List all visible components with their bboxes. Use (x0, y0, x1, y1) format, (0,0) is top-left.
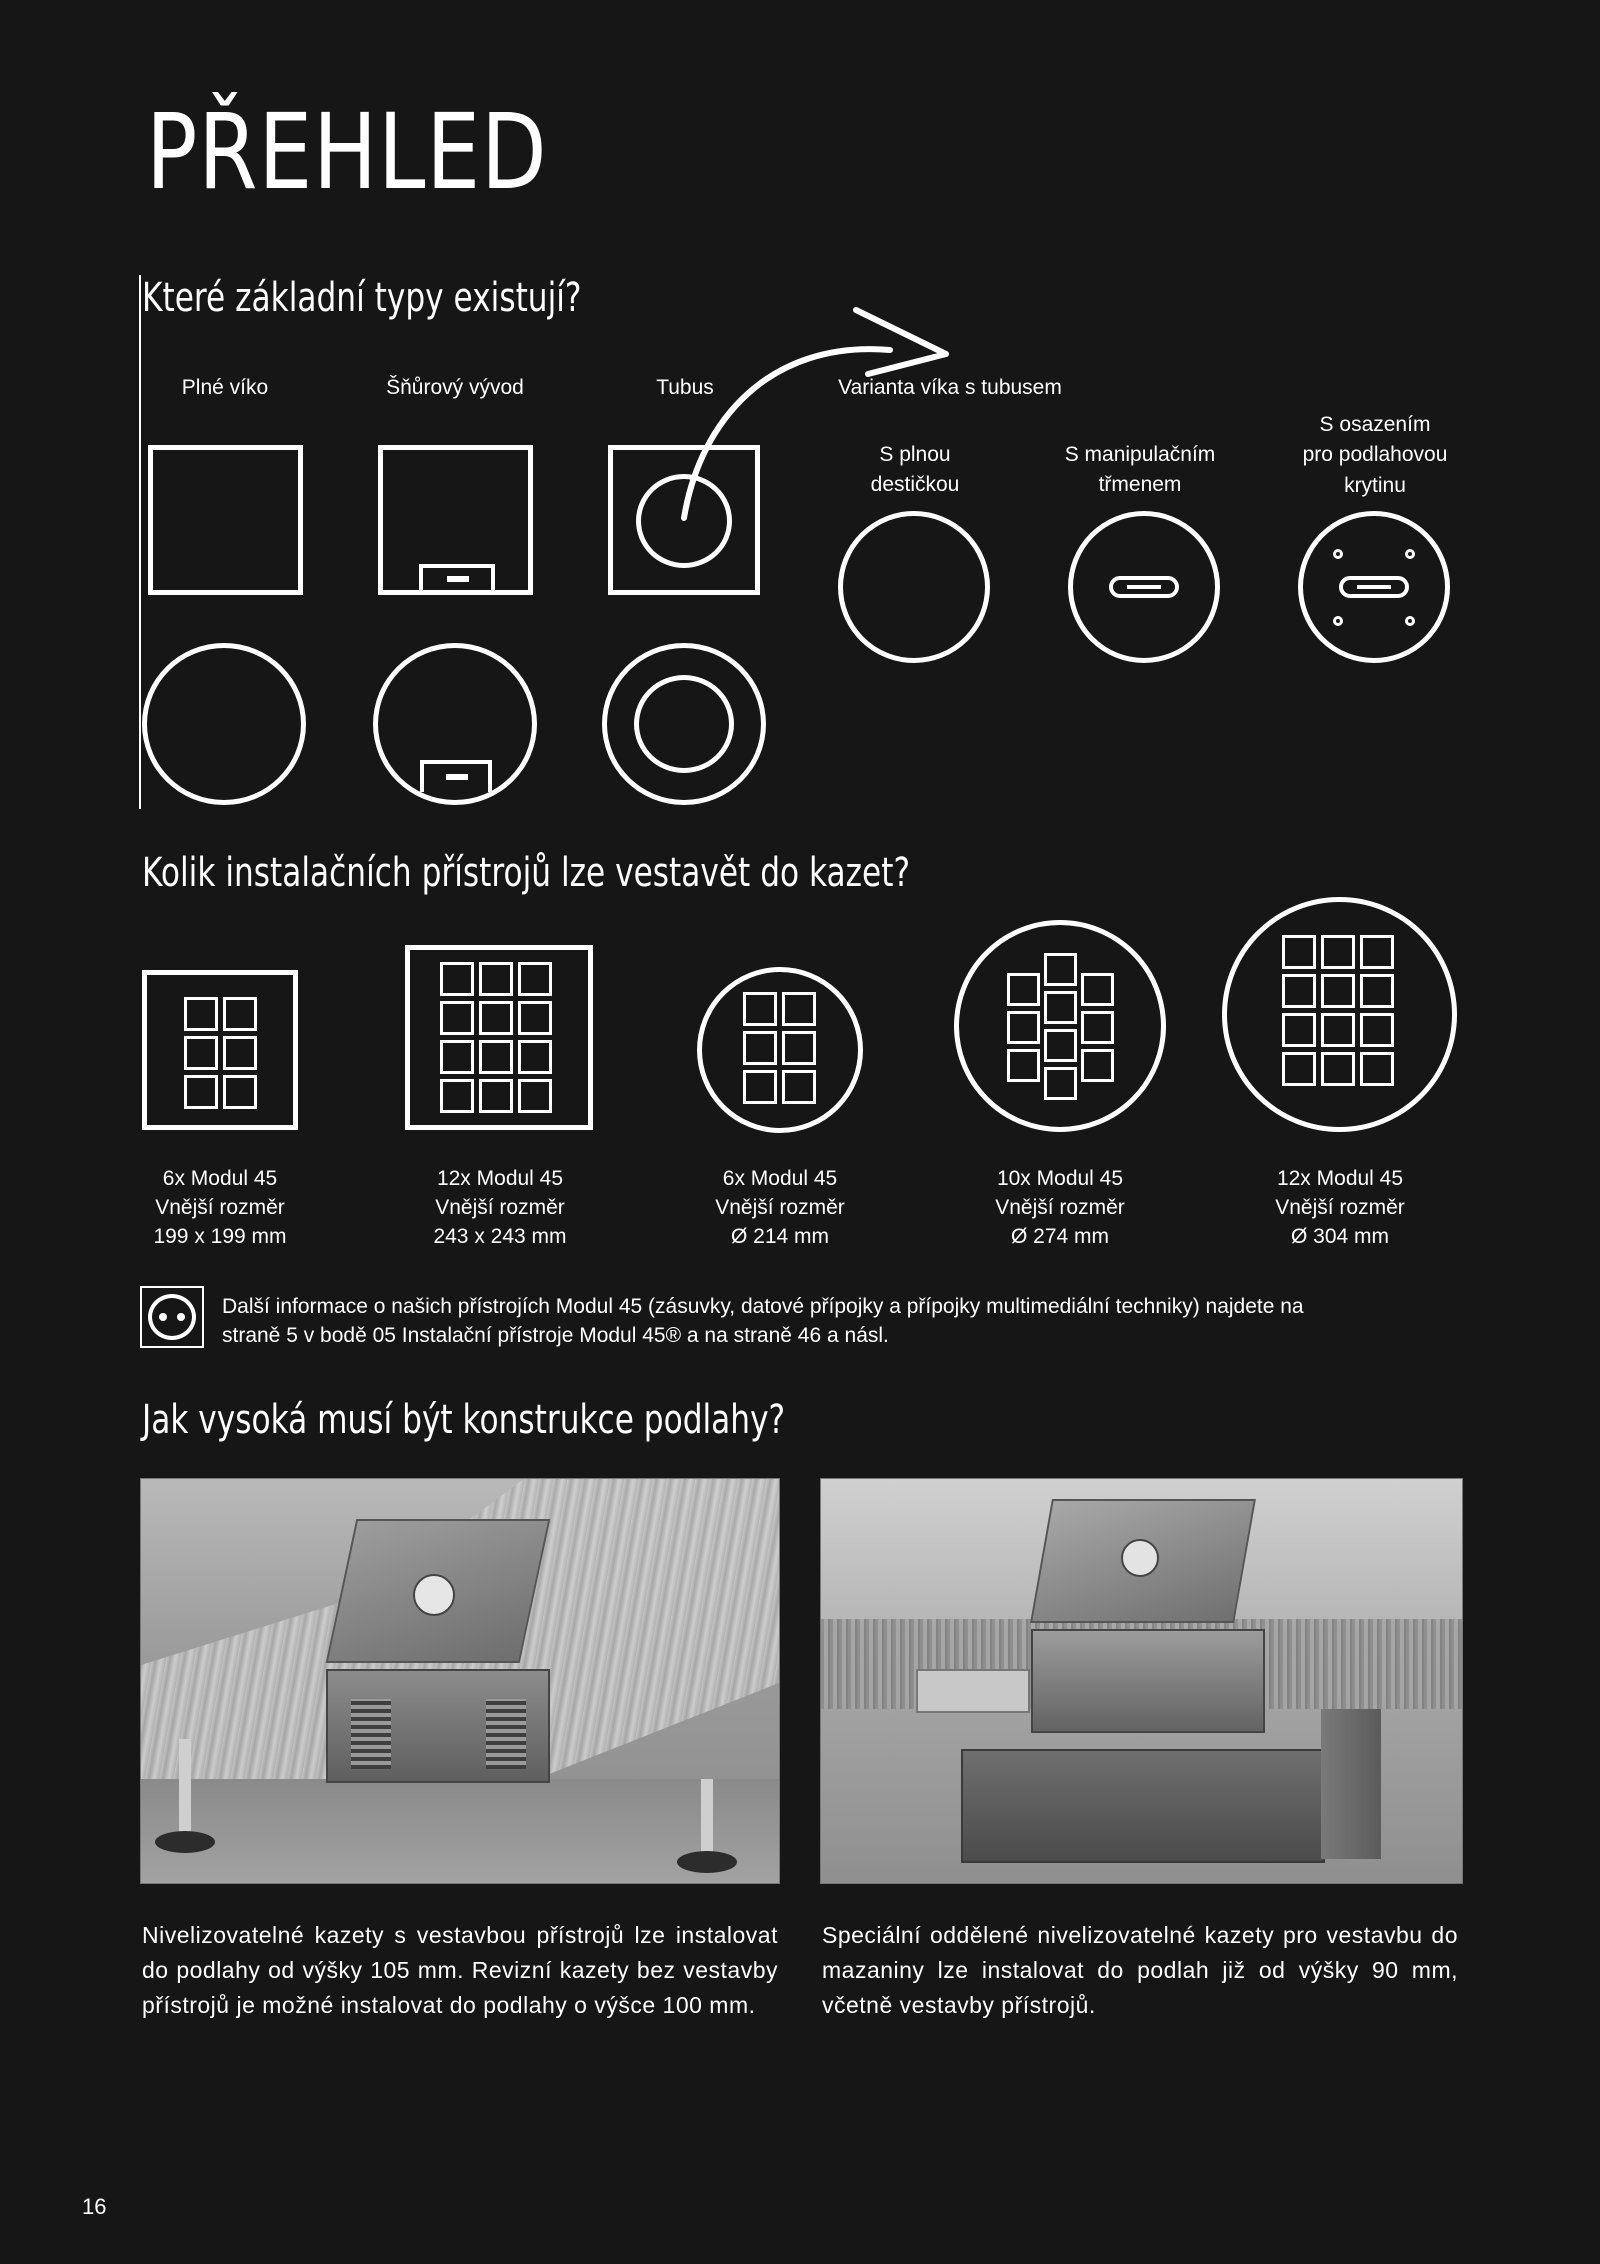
page-number: 16 (82, 2194, 107, 2219)
cord-outlet-round-symbol (373, 643, 537, 805)
section2-heading: Kolik instalačních přístrojů lze vestavět do kazet? (142, 850, 911, 896)
type-label-tube: Tubus (656, 376, 714, 399)
full-lid-round-symbol (142, 643, 306, 805)
cassette-caption-2: 12x Modul 45 Vnější rozměr 243 x 243 mm (433, 1167, 567, 1248)
type-label-cord-outlet: Šňůrový vývod (386, 376, 524, 399)
cassette-caption-5: 12x Modul 45 Vnější rozměr Ø 304 mm (1275, 1167, 1405, 1248)
variant-label-handle: S manipulačním třmenem (1064, 443, 1216, 497)
cassette-caption-4: 10x Modul 45 Vnější rozměr Ø 274 mm (995, 1167, 1125, 1248)
cassette-square-6-modules (142, 970, 298, 1130)
tube-round-symbol (602, 643, 766, 805)
cassette-square-12-modules (405, 945, 593, 1130)
raised-floor-cassette-photo (140, 1478, 780, 1884)
modul45-info-note: Další informace o našich přístrojích Modul 45 (zásuvky, datové přípojky a přípojky multimediální techniky) najdete na straně 5 v bodě 05 Instalační přístroje Modul 45® a na straně 46 a násl. (222, 1295, 1304, 1347)
full-lid-square-symbol (148, 445, 303, 595)
page-title: PŘEHLED (146, 91, 548, 213)
cassette-height-text-right: Speciální oddělené nivelizovatelné kazety pro vestavbu do mazaniny lze instalovat do podlah již od výšky 90 mm, včetně vestavby přístrojů. (822, 1922, 1458, 2018)
section1-heading: Které základní typy existují? (142, 275, 582, 321)
cassette-height-text-left: Nivelizovatelné kazety s vestavbou přístrojů lze instalovat do podlahy od výšky 105 mm. Revizní kazety bez vestavby přístrojů je možné instalovat do podlahy o výšce 100 mm. (142, 1922, 778, 2018)
variant-label-plate: S plnou destičkou (870, 443, 960, 497)
cassette-caption-3: 6x Modul 45 Vnější rozměr Ø 214 mm (715, 1167, 845, 1248)
socket-icon (140, 1286, 204, 1348)
screed-floor-cassette-photo (820, 1478, 1463, 1884)
cassette-round-12-modules (1222, 897, 1457, 1132)
variant-label-floor-recess: S osazením pro podlahovou krytinu (1302, 413, 1448, 497)
variant-plate-symbol (838, 511, 990, 663)
cassette-caption-1: 6x Modul 45 Vnější rozměr 199 x 199 mm (153, 1167, 287, 1248)
variant-handle-symbol (1068, 511, 1220, 663)
section-divider-line (139, 275, 141, 809)
section3-heading: Jak vysoká musí být konstrukce podlahy? (142, 1397, 786, 1443)
variant-heading: Varianta víka s tubusem (838, 376, 1062, 399)
cassette-round-6-modules (697, 967, 863, 1133)
type-label-full-lid: Plné víko (181, 376, 269, 399)
cord-outlet-square-symbol (378, 445, 533, 595)
variant-floor-recess-symbol (1298, 511, 1450, 663)
cassette-round-10-modules (954, 920, 1166, 1132)
